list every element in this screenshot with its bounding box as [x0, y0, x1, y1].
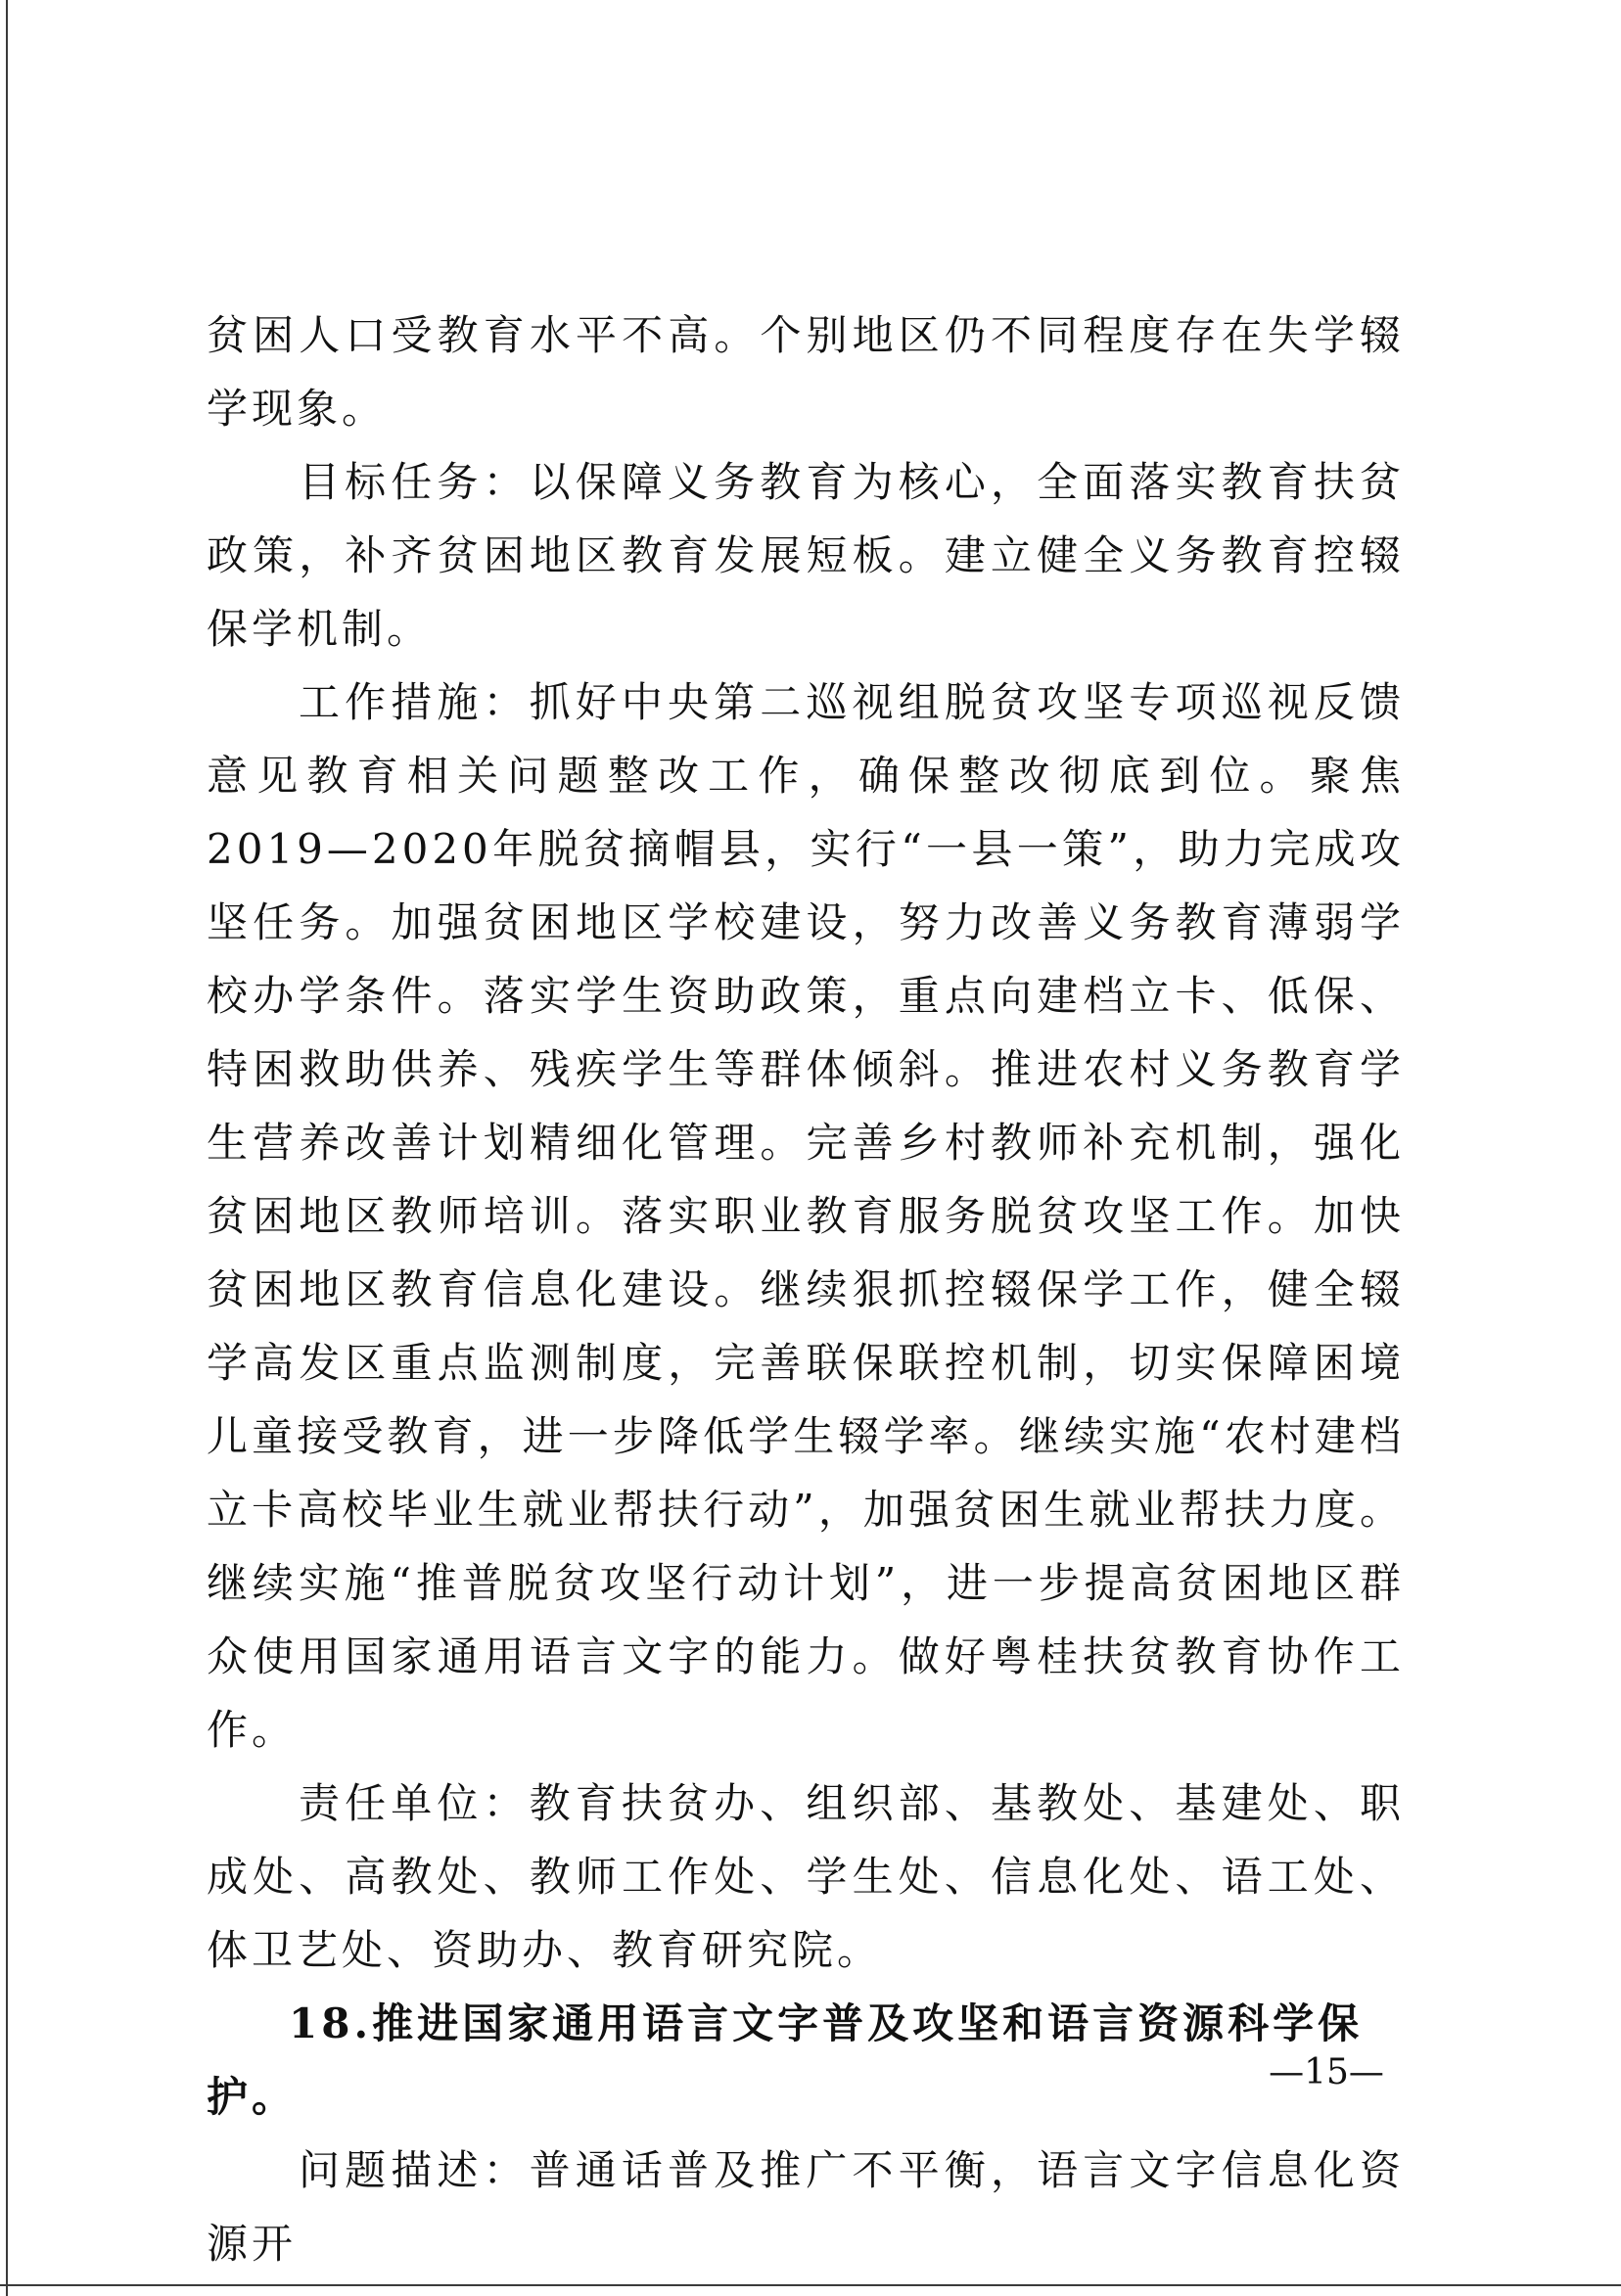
- paragraph-responsible-units: 责任单位：教育扶贫办、组织部、基教处、基建处、职成处、高教处、教师工作处、学生处、信息化处、语工处、体卫艺处、资助办、教育研究院。: [207, 1779, 1405, 1974]
- paragraph-continuation: 贫困人口受教育水平不高。个别地区仍不同程度存在失学辍学现象。: [207, 311, 1405, 433]
- page-number: —15—: [1269, 2052, 1384, 2092]
- section-heading-18: 18.推进国家通用语言文字普及攻坚和语言资源科学保护。: [207, 1999, 1364, 2121]
- scan-border-bottom: [0, 2284, 1621, 2286]
- paragraph-goal-tasks: 目标任务：以保障义务教育为核心，全面落实教育扶贫政策，补齐贫困地区教育发展短板。建立健全义务教育控辍保学机制。: [207, 458, 1405, 653]
- paragraph-work-measures: 工作措施：抓好中央第二巡视组脱贫攻坚专项巡视反馈意见教育相关问题整改工作，确保整改彻底到位。聚焦 2019—2020年脱贫摘帽县，实行“一县一策”，助力完成攻坚任务。加强贫困地区学校建设，努力改善义务教育薄弱学校办学条件。落实学生资助政策，重点向建档立卡、低保、特困救助供养、残疾学生等群体倾斜。推进农村义务教育学生营养改善计划精细化管理。完善乡村教师补充机制，强化贫困地区教师培训。落实职业教育服务脱贫攻坚工作。加快贫困地区教育信息化建设。继续狠抓控辍保学工作，健全辍学高发区重点监测制度，完善联保联控机制，切实保障困境儿童接受教育，进一步降低学生辍学率。继续实施“农村建档立卡高校毕业生就业帮扶行动”，加强贫困生就业帮扶力度。继续实施“推普脱贫攻坚行动计划”，进一步提高贫困地区群众使用国家通用语言文字的能力。做好粤桂扶贫教育协作工作。: [207, 678, 1405, 1754]
- scan-border-left: [6, 0, 8, 2296]
- document-body: [207, 298, 1405, 2280]
- paragraph-problem-description: 问题描述：普通话普及推广不平衡，语言文字信息化资源开: [207, 2146, 1405, 2268]
